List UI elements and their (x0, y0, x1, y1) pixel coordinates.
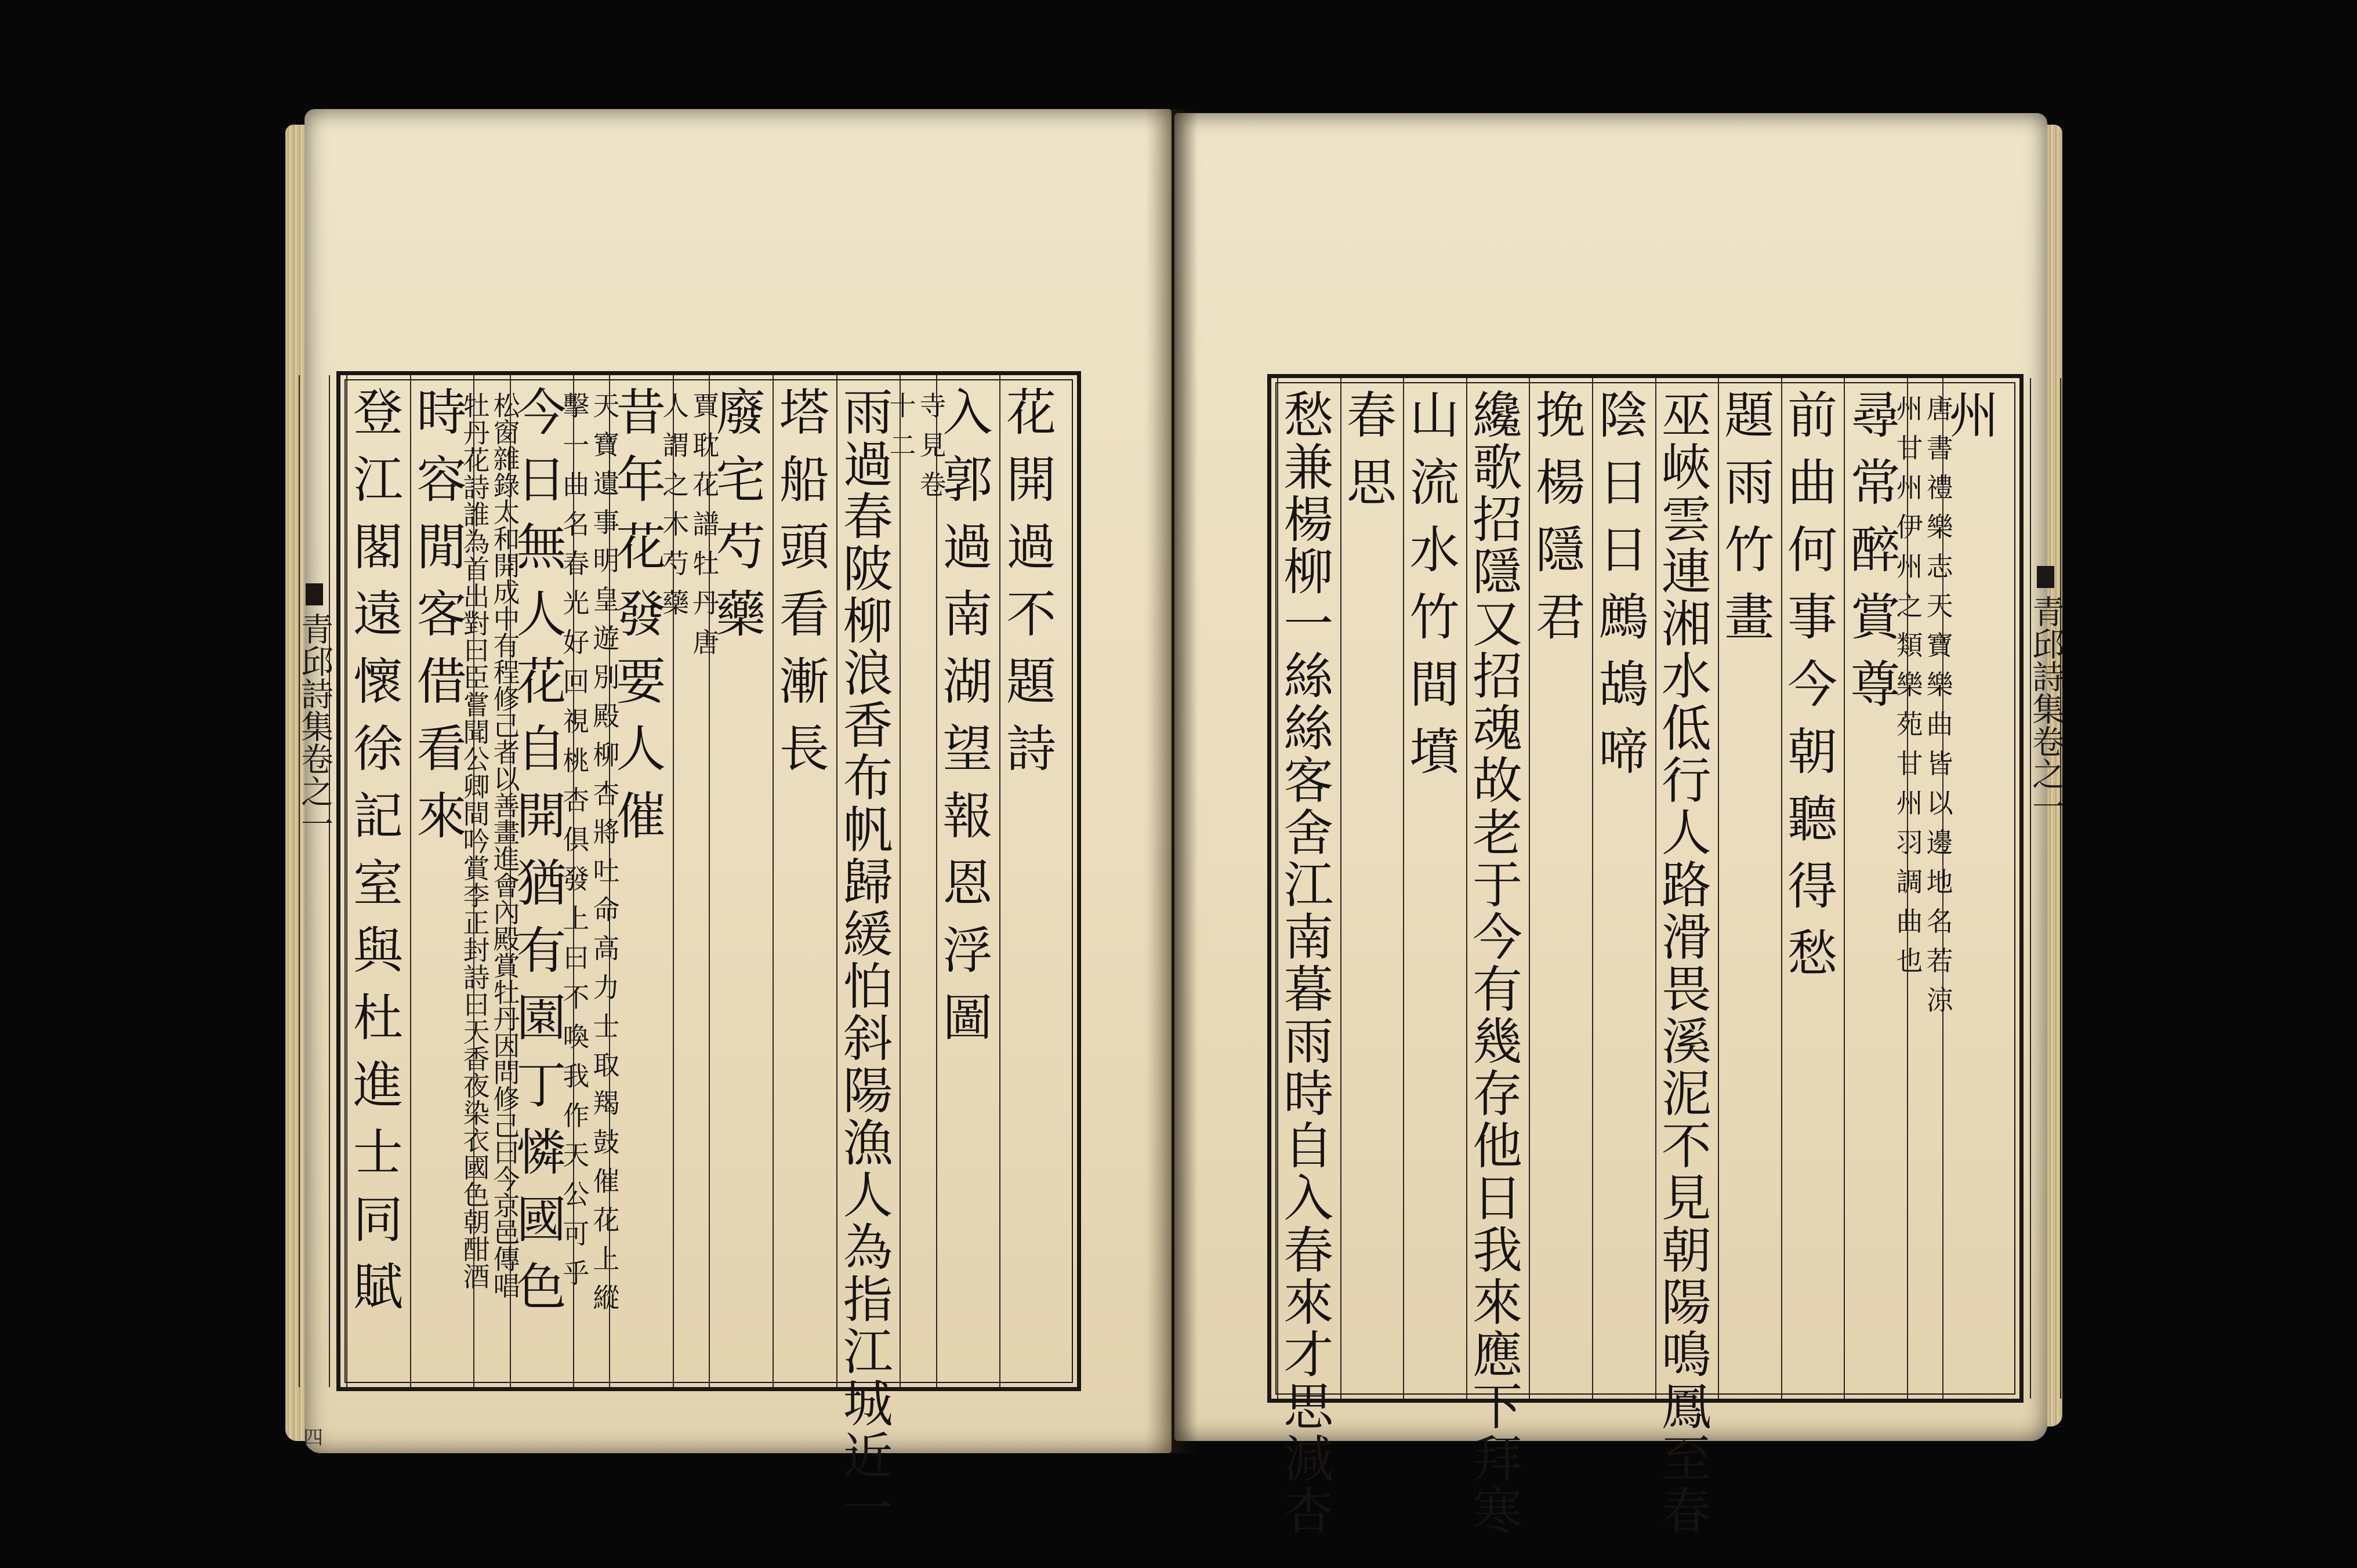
left-column-3-sub-1: 寺 見 卷 (919, 390, 947, 500)
column-rule (1655, 378, 1656, 1399)
left-column-11-sub-2: 牡 丹 花 詩 誰 為 首 出 對 曰 臣 嘗 聞 公 卿 間 吟 賞 李 正 封 詩 曰 天 香 夜 染 衣 國 色 朝 酣 酒 (463, 390, 490, 1293)
column-rule (1907, 378, 1908, 1399)
column-rule (1592, 378, 1593, 1399)
right-column-7: 陰 日 日 鷓 鴣 啼 (1598, 387, 1649, 781)
left-column-2: 入 郭 過 南 湖 望 報 恩 浮 圖 (942, 384, 993, 1047)
left-text-frame (296, 371, 1081, 1538)
fish-tail-mark (306, 583, 323, 605)
right-column-9: 纔 歌 招 隱 又 招 魂 故 老 于 今 有 幾 存 他 日 我 來 應 下 拜 寒 (1473, 387, 1523, 1541)
left-column-10: 今 日 無 人 花 自 開 猶 有 園 丁 憐 國 色 (516, 384, 567, 1316)
column-rule (1781, 378, 1782, 1399)
left-column-7-sub-2: 人 謂 之 木 芍 藥 (662, 390, 690, 619)
column-rule (999, 375, 1000, 1387)
column-rule (573, 375, 574, 1387)
right-column-1: 州 (1949, 387, 1999, 445)
left-column-13: 登 江 閣 遠 懷 徐 記 室 與 杜 進 士 同 賦 (353, 384, 403, 1316)
left-column-3-sub-2: 十 二 (889, 390, 916, 461)
right-column-10: 山 流 水 竹 間 墳 (1409, 387, 1460, 781)
right-columns (1271, 378, 2011, 1541)
column-rule (936, 375, 937, 1387)
column-rule (1529, 378, 1530, 1399)
right-fold-strip (2027, 378, 2065, 1399)
right-column-12: 愁 兼 楊 柳 一 絲 絲 客 舍 江 南 暮 雨 時 自 入 春 來 才 思 減 杏 (1283, 387, 1334, 1541)
right-column-2-sub-1: 唐 書 禮 樂 志 天 寶 樂 曲 皆 以 邊 地 名 若 涼 (1926, 393, 1953, 1016)
left-column-11 (463, 375, 520, 1387)
right-column-2 (1896, 378, 1953, 1399)
left-column-7-sub-1: 賈 耽 花 譜 牡 丹 唐 (692, 390, 720, 658)
column-rule (673, 375, 674, 1387)
column-rule (1340, 378, 1341, 1399)
book-gutter (1145, 109, 1198, 1453)
column-rule (900, 375, 901, 1387)
column-rule (410, 375, 411, 1387)
left-column-12: 時 容 閒 客 借 看 來 (416, 384, 467, 845)
right-column-2-sub-2: 州 甘 州 伊 州 之 類 樂 苑 甘 州 羽 調 曲 也 (1896, 393, 1923, 977)
column-rule (473, 375, 474, 1387)
column-rule (1466, 378, 1467, 1399)
column-rule (836, 375, 837, 1387)
right-column-4: 前 曲 何 事 今 朝 聽 得 愁 (1787, 387, 1837, 983)
left-column-3 (889, 375, 947, 1387)
column-rule (773, 375, 774, 1387)
right-column-5: 題 雨 竹 畫 (1724, 387, 1775, 647)
left-column-9 (563, 375, 620, 1387)
column-rule (346, 375, 347, 1387)
right-fold-title-text: 青邱詩集卷之一 (2027, 595, 2065, 822)
left-columns (340, 375, 1069, 1538)
left-column-4: 雨 過 春 陂 柳 浪 香 布 帆 歸 緩 怕 斜 陽 漁 人 為 指 江 城 近 一 (843, 384, 893, 1538)
left-column-5: 塔 船 頭 看 漸 長 (779, 384, 829, 778)
right-fold-title (2027, 564, 2065, 822)
left-column-9-sub-2: 擊 一 曲 名 春 光 好 回 視 桃 杏 俱 發 上 曰 不 喚 我 作 天 公 可 乎 (563, 390, 590, 1289)
column-rule (1403, 378, 1404, 1399)
right-text-frame (1267, 374, 2065, 1541)
leaf-number: 四 (303, 1427, 323, 1450)
left-fold-title (296, 581, 333, 840)
column-rule (1844, 378, 1845, 1399)
column-rule (1718, 378, 1719, 1399)
left-column-6: 廢 宅 芍 藥 (716, 384, 766, 644)
right-column-11: 春 思 (1346, 387, 1397, 512)
left-column-7 (662, 375, 720, 1387)
left-column-8: 昔 年 花 發 要 人 催 (616, 384, 666, 845)
column-rule (1277, 378, 1278, 1399)
fish-tail-mark (2037, 566, 2054, 588)
right-column-3: 尋 常 醉 賞 尊 (1850, 387, 1901, 714)
left-column-11-sub-1: 松 窗 雜 錄 太 和 開 成 中 有 程 修 己 者 以 善 畫 進 會 內 殿 賞 牡 丹 因 問 修 己 曰 今 京 邑 傳 唱 (493, 390, 520, 1302)
left-fold-strip (296, 375, 333, 1450)
left-column-1: 花 開 過 不 題 詩 (1006, 384, 1057, 778)
right-column-6: 巫 峽 雲 連 湘 水 低 行 人 路 滑 畏 溪 泥 不 見 朝 陽 鳴 鳳 至 春 (1661, 387, 1711, 1541)
left-fold-title-text: 青邱詩集卷之一 (296, 612, 333, 840)
right-column-8: 挽 楊 隱 君 (1535, 387, 1586, 647)
left-column-9-sub-1: 天 寶 遺 事 明 皇 遊 別 殿 柳 杏 將 吐 命 高 力 士 取 羯 鼓 催 花 上 縱 (593, 390, 620, 1313)
